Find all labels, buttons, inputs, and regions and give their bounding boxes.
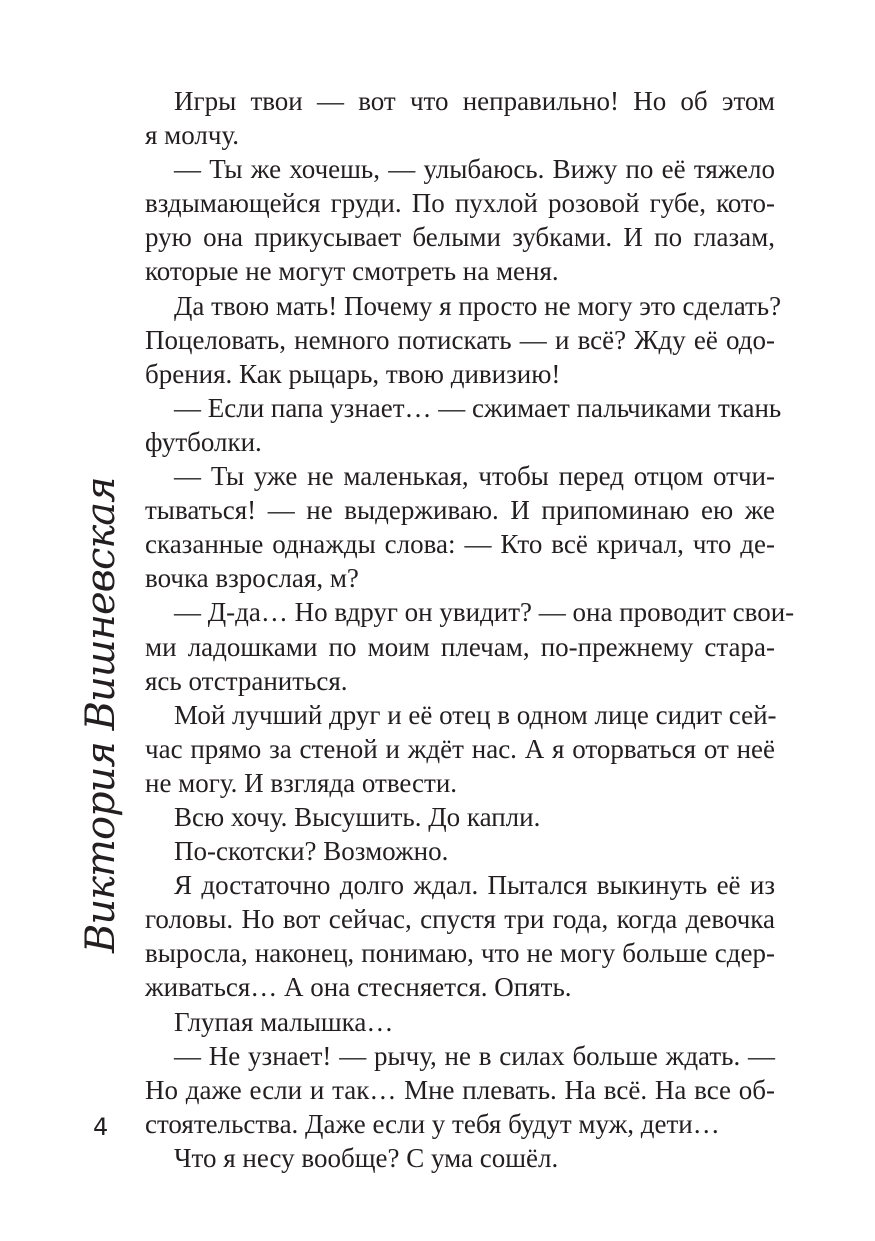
page-number: 4	[93, 1113, 109, 1141]
text-line: — Не узнает! — рычу, не в силах больше ждать. —	[174, 1040, 775, 1071]
text-line: — Ты же хочешь, — улыбаюсь. Вижу по её тяжело	[174, 154, 775, 185]
text-line: головы. Но вот сейчас, спустя три года, когда девочка	[145, 904, 775, 935]
text-line: живаться… А она стесняется. Опять.	[145, 972, 572, 1003]
text-line: которые не могут смотреть на меня.	[145, 256, 559, 287]
body-text	[145, 84, 795, 1175]
text-line: вочка взрослая, м?	[145, 563, 359, 594]
author-name-vertical: Виктория Вишневская	[78, 477, 124, 953]
text-line: По-скотски? Возможно.	[174, 836, 449, 867]
text-line: час прямо за стеной и ждёт нас. А я оторваться от неё	[145, 733, 775, 764]
text-line: сказанные однажды слова: — Кто всё кричал, что де-	[145, 529, 775, 560]
text-line: Что я несу вообще? С ума сошёл.	[174, 1142, 559, 1173]
text-line: Да твою мать! Почему я просто не могу это сделать?	[174, 290, 782, 321]
text-line: ясь отстраниться.	[145, 665, 348, 696]
text-line: футболки.	[145, 426, 262, 457]
text-line: Я достаточно долго ждал. Пытался выкинуть её из	[174, 870, 775, 901]
text-line: стоятельства. Даже если у тебя будут муж, дети…	[145, 1108, 720, 1139]
text-line: ми ладошками по моим плечам, по-прежнему стара-	[145, 631, 775, 662]
text-line: рую она прикусывает белыми зубками. И по глазам,	[145, 222, 775, 253]
text-line: я молчу.	[145, 120, 239, 151]
text-line: — Д-да… Но вдруг он увидит? — она проводит свои-	[174, 597, 795, 628]
text-line: Поцеловать, немного потискать — и всё? Жду её одо-	[145, 324, 775, 355]
text-line: тываться! — не выдерживаю. И припоминаю ею же	[145, 495, 775, 526]
text-line: Глупая малышка…	[174, 1006, 394, 1037]
text-line: Игры твои — вот что неправильно! Но об этом	[174, 86, 775, 116]
text-line: Но даже если и так… Мне плевать. На всё. На все об-	[145, 1074, 775, 1105]
text-line: выросла, наконец, понимаю, что не могу больше сдер-	[145, 938, 775, 969]
text-line: — Ты уже не маленькая, чтобы перед отцом отчи-	[174, 461, 775, 492]
text-line: Всю хочу. Высушить. До капли.	[174, 801, 541, 832]
text-line: — Если папа узнает… — сжимает пальчиками ткань	[174, 392, 782, 423]
text-line: брения. Как рыцарь, твою дивизию!	[145, 358, 561, 389]
text-line: вздымающейся груди. По пухлой розовой губе, кото-	[145, 188, 775, 219]
text-line: не могу. И взгляда отвести.	[145, 767, 458, 798]
text-line: Мой лучший друг и её отец в одном лице сидит сей-	[174, 699, 777, 730]
